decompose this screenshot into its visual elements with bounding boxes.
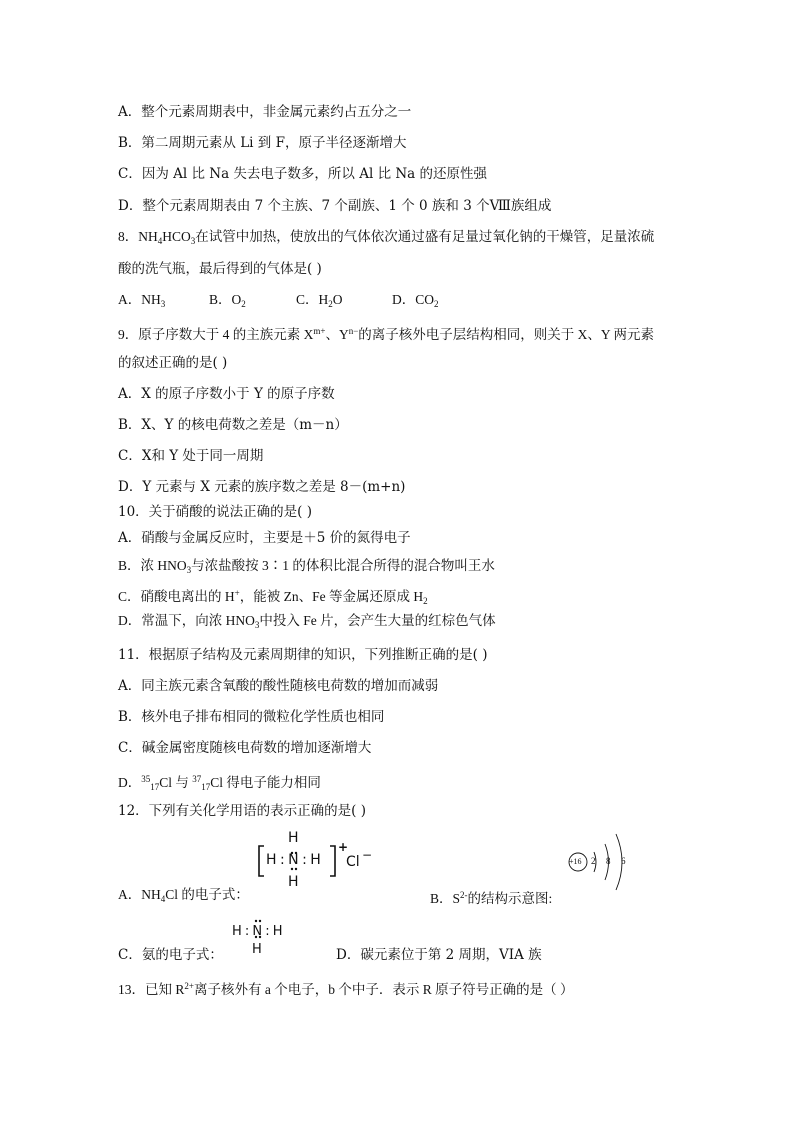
q8-option-b: B．$O_2$ bbox=[209, 292, 246, 309]
nh4-charge: + bbox=[338, 840, 349, 854]
q10-option-c: C．硝酸电离出的 H+，能被 Zn、Fe 等金属还原成 $H_2$ bbox=[118, 588, 428, 606]
q10-option-b: B．浓 $HNO_3$与浓盐酸按 3∶1 的体积比混合所得的混合物叫王水 bbox=[118, 558, 495, 575]
q8-option-c: C．$H_2O$ bbox=[296, 292, 343, 309]
q8-options bbox=[118, 291, 439, 313]
q8-option-d: D．$CO_2$ bbox=[392, 292, 439, 309]
q12-option-d: D．碳元素位于第 2 周期，VIA 族 bbox=[336, 947, 542, 963]
q10-stem: 10．关于硝酸的说法正确的是( ) bbox=[118, 504, 313, 520]
nh3-electron-formula bbox=[232, 916, 292, 962]
nh4cl-electron-formula bbox=[256, 830, 376, 892]
q11-stem: 11．根据原子结构及元素周期律的知识，下列推断正确的是( ) bbox=[118, 647, 488, 663]
nh4-top-h: H bbox=[288, 830, 299, 846]
q9-stem-line2: 的叙述正确的是( ) bbox=[118, 355, 228, 371]
q12-option-a: A．$NH_4Cl$ 的电子式： bbox=[118, 887, 249, 904]
nucleus-charge: +16 bbox=[569, 857, 582, 866]
q11-option-a: A．同主族元素含氧酸的酸性随核电荷数的增加而减弱 bbox=[118, 678, 439, 694]
q12-option-b: B．$S^{2-}$的结构示意图: bbox=[430, 890, 553, 906]
q7-option-d: D．整个元素周期表由 7 个主族、7 个副族、1 个 0 族和 3 个Ⅷ族组成 bbox=[118, 198, 552, 214]
q9-option-a: A．X 的原子序数小于 Y 的原子序数 bbox=[118, 386, 335, 402]
nh3-middle-row: H : N : H bbox=[232, 924, 283, 939]
q10-option-a: A．硝酸与金属反应时，主要是＋5 价的氮得电子 bbox=[118, 530, 411, 546]
q9-option-c: C．X和 Y 处于同一周期 bbox=[118, 448, 264, 464]
q8-option-a: A．$NH_3$ bbox=[118, 292, 166, 309]
q10-option-d: D．常温下，向浓 $HNO_3$中投入 Fe 片，会产生大量的红棕色气体 bbox=[118, 613, 496, 630]
q9-stem-line1: 9．原子序数大于 4 的主族元素 $X^{m+}$、$Y^{n-}$的离子核外电子层结构相同，则关于 X、Y 两元素 bbox=[118, 326, 655, 342]
shell-1-count: 2 bbox=[591, 856, 596, 866]
q8-stem-line1: 8．$NH_4HCO_3$在试管中加热，使放出的气体依次通过盛有足量过氧化钠的干燥管，足量浓硫 bbox=[118, 229, 655, 246]
q9-option-b: B．X、Y 的核电荷数之差是（m－n） bbox=[118, 417, 348, 433]
q9-option-d: D．Y 元素与 X 元素的族序数之差是 8－(m+n) bbox=[118, 479, 406, 495]
cl-charge: − bbox=[362, 848, 373, 862]
q12-stem: 12．下列有关化学用语的表示正确的是( ) bbox=[118, 803, 367, 819]
nh4-middle-row: H : N : H bbox=[266, 852, 321, 868]
lone-pair-icon bbox=[232, 916, 292, 962]
shell-3-count: 6 bbox=[621, 856, 626, 866]
q13-stem: 13．已知 $R^{2+}$离子核外有 a 个电子，b 个中子．表示 R 原子符号正确的是（ ） bbox=[118, 981, 574, 997]
q8-stem-line2: 酸的洗气瓶，最后得到的气体是( ) bbox=[118, 261, 322, 277]
q11-option-d: D．$^{35}_{17}$Cl 与 $^{37}_{17}$Cl 得电子能力相同 bbox=[118, 774, 321, 792]
nh4-bottom-h: H bbox=[288, 874, 299, 890]
cl-ion: Cl bbox=[346, 854, 360, 870]
q7-option-b: B．第二周期元素从 Li 到 F，原子半径逐渐增大 bbox=[118, 135, 407, 151]
q11-option-b: B．核外电子排布相同的微粒化学性质也相同 bbox=[118, 709, 385, 725]
q7-option-c: C．因为 Al 比 Na 失去电子数多，所以 Al 比 Na 的还原性强 bbox=[118, 166, 488, 182]
sulfide-structure-diagram bbox=[566, 830, 636, 892]
nh3-bottom-h: H bbox=[252, 942, 262, 957]
q11-option-c: C．碱金属密度随核电荷数的增加逐渐增大 bbox=[118, 740, 372, 756]
q12-option-c: C．氨的电子式： bbox=[118, 947, 223, 963]
shell-2-count: 8 bbox=[606, 856, 611, 866]
q7-option-a: A．整个元素周期表中，非金属元素约占五分之一 bbox=[118, 104, 412, 120]
